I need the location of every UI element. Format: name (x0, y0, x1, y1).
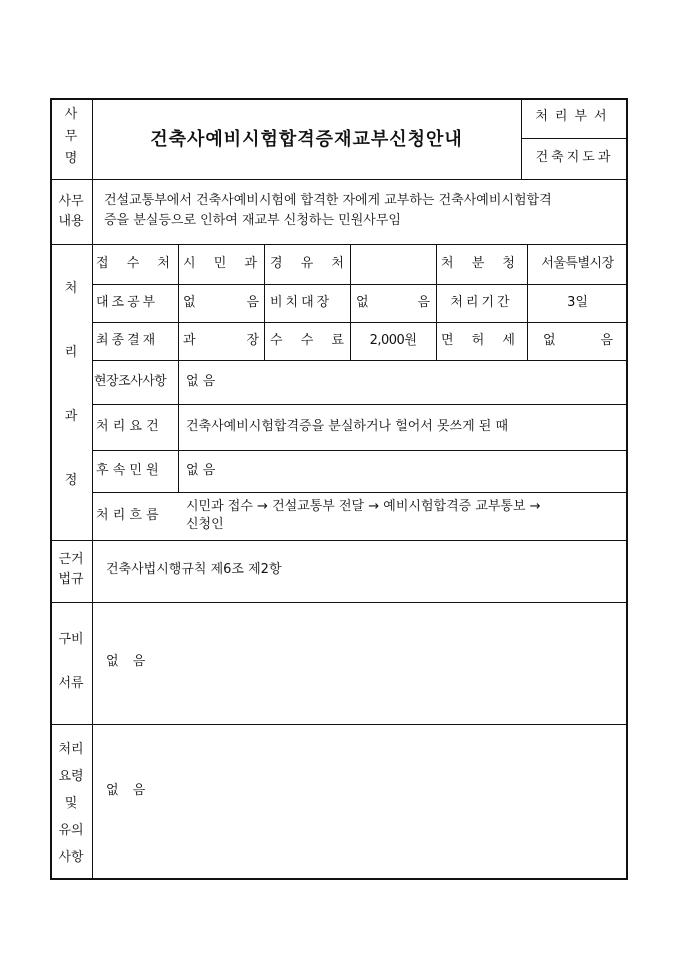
follow-up-label: 후 속 민 원 (96, 463, 159, 478)
disposing-office-label: 처 분 청 (441, 256, 522, 271)
final-approval-value (183, 332, 259, 350)
docs-label (50, 630, 92, 694)
process-label-char: 정 (64, 473, 78, 488)
divider (92, 284, 628, 285)
value-part: 음 (417, 295, 430, 310)
reference-ledger-label: 대조공부 (96, 295, 159, 310)
divider (264, 244, 265, 360)
value-part: 과 (183, 333, 196, 348)
divider (92, 322, 628, 323)
value-part: 장 (246, 333, 259, 348)
notes-label-line: 처리 (58, 742, 84, 757)
content-label (50, 192, 92, 232)
notes-label-line: 및 (64, 796, 78, 811)
content-label-line: 사무 (58, 194, 84, 209)
dept-label: 처리부서 (535, 109, 614, 124)
fee-value: 2,000원 (369, 333, 417, 348)
flow-line-2: 신청인 (186, 517, 224, 532)
process-label (50, 280, 92, 490)
header-label (50, 104, 92, 170)
header-label-char: 사 (64, 107, 78, 122)
value-part: 음 (246, 295, 259, 310)
divider (50, 724, 628, 725)
page-title: 건축사예비시험합격증재교부신청안내 (150, 129, 463, 150)
docs-label-line: 구비 (58, 632, 84, 647)
legal-label-line: 법규 (58, 572, 84, 587)
requirement-value: 건축사예비시험합격증을 분실하거나 헐어서 못쓰게 된 때 (186, 419, 509, 434)
value-part: 없 (543, 333, 556, 348)
license-tax-label: 면 허 세 (441, 333, 522, 348)
follow-up-value: 없 음 (186, 463, 216, 478)
divider (50, 244, 628, 245)
legal-label (50, 550, 92, 590)
process-label-char: 과 (64, 409, 78, 424)
docs-label-line: 서류 (58, 676, 84, 691)
processing-period-label: 처리기간 (450, 295, 513, 310)
divider (50, 540, 628, 541)
divider (50, 179, 628, 180)
register-label: 비치대장 (270, 295, 333, 310)
disposing-office-value: 서울특별시장 (541, 256, 614, 271)
content-line-2: 증을 분실등으로 인하여 재교부 신청하는 민원사무임 (104, 213, 401, 228)
divider (92, 98, 93, 880)
notes-value: 없 음 (106, 783, 146, 798)
legal-label-line: 근거 (58, 552, 84, 567)
content-line-1: 건설교통부에서 건축사예비시험에 합격한 자에게 교부하는 건축사예비시험합격 (104, 193, 552, 208)
processing-period-value: 3일 (567, 295, 588, 310)
reference-ledger-value (183, 294, 259, 312)
divider (178, 244, 179, 492)
notes-label-line: 사항 (58, 850, 84, 865)
intake-office-value: 시 민 과 (183, 256, 264, 271)
divider (92, 450, 628, 451)
fee-label: 수 수 료 (270, 333, 351, 348)
value-part: 음 (600, 333, 613, 348)
process-label-char: 처 (64, 281, 78, 296)
register-value (356, 294, 430, 312)
value-part: 없 (356, 295, 369, 310)
site-inspection-label: 현장조사사항 (94, 374, 167, 389)
via-office-label: 경 유 처 (270, 256, 351, 271)
flow-line-1: 시민과 접수 → 건설교통부 전달 → 예비시험합격증 교부통보 → (186, 499, 541, 514)
flow-label: 처 리 흐 름 (96, 508, 159, 523)
final-approval-label: 최종결재 (96, 333, 159, 348)
value-part: 없 (183, 295, 196, 310)
legal-value: 건축사법시행규칙 제6조 제2항 (106, 562, 282, 577)
notes-label (50, 736, 92, 871)
divider (92, 492, 628, 493)
divider (50, 602, 628, 603)
divider (92, 404, 628, 405)
header-label-char: 명 (64, 151, 78, 166)
process-label-char: 리 (64, 345, 78, 360)
intake-office-label: 접 수 처 (96, 256, 177, 271)
header-label-char: 무 (64, 129, 78, 144)
dept-value: 건축지도과 (535, 150, 614, 165)
divider (92, 360, 628, 361)
requirement-label: 처 리 요 건 (96, 419, 159, 434)
divider (521, 138, 628, 139)
notes-label-line: 유의 (58, 823, 84, 838)
content-label-line: 내용 (58, 214, 84, 229)
notes-label-line: 요령 (58, 769, 84, 784)
docs-value: 없 음 (106, 654, 146, 669)
site-inspection-value: 없 음 (186, 374, 216, 389)
license-tax-value (543, 332, 613, 350)
